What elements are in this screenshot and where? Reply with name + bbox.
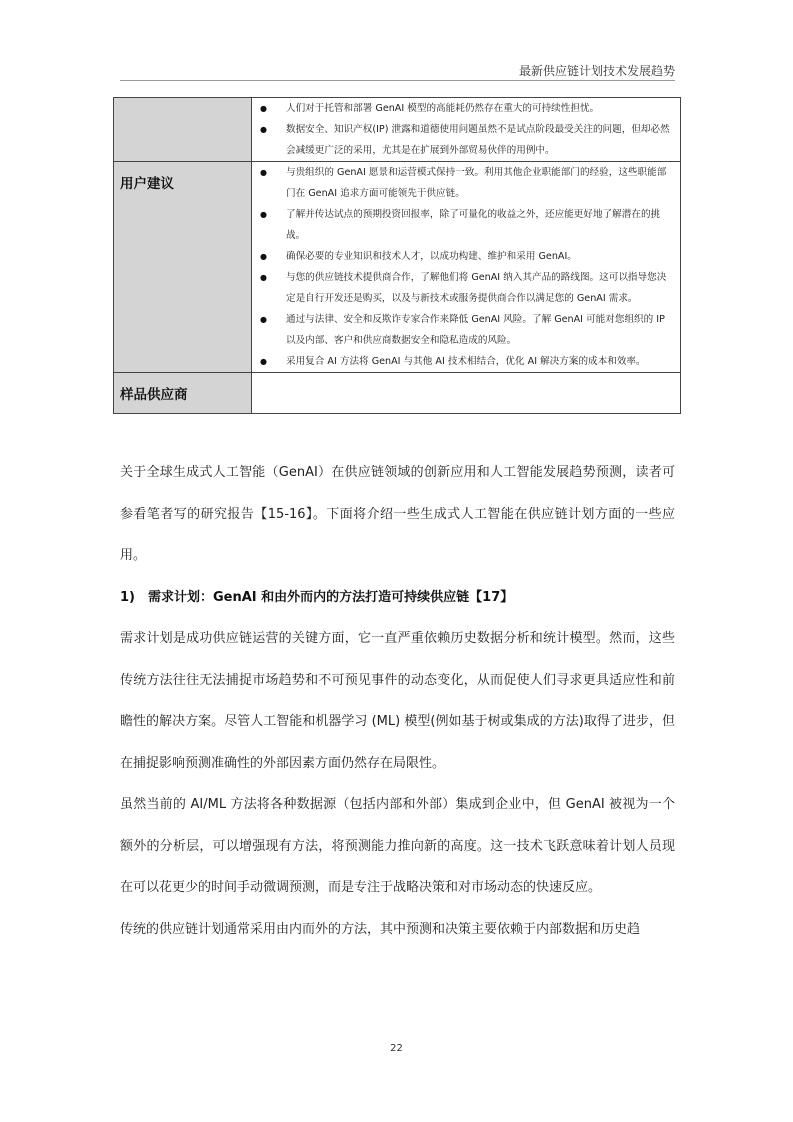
capability-table [113, 97, 681, 414]
section-heading: 1) 需求计划：GenAI 和由外而内的方法打造可持续供应链【17】 [120, 589, 514, 605]
user-advice-list [252, 162, 680, 372]
list-item: ● 通过与法律、安全和反欺诈专家合作来降低 GenAI 风险。了解 GenAI 可能对您组织的 IP 以及内部、客户和供应商数据安全和隐私造成的风险。 [252, 309, 680, 351]
table-row-user-advice [114, 162, 681, 373]
list-item: ● 与贵组织的 GenAI 愿景和运营模式保持一致。利用其他企业职能部门的经验，这些职能部门在 GenAI 追求方面可能领先于供应链。 [252, 162, 680, 204]
table-row-sample-vendors [114, 373, 681, 414]
paragraph-demand-planning: 需求计划是成功供应链运营的关键方面，它一直严重依赖历史数据分析和统计模型。然而，这些传统方法往往无法捕捉市场趋势和不可预见事件的动态变化，从而促使人们寻求更具适应性和前瞻性的解决方案。尽管人工智能和机器学习 (ML) 模型(例如基于树或集成的方法)取得了进步，但在捕捉影响预测准确性的外部因素方面仍然存在局限性。 [120, 631, 675, 771]
sample-vendors-label: 样品供应商 [114, 373, 252, 414]
paragraph-genai-layer: 虽然当前的 AI/ML 方法将各种数据源（包括内部和外部）集成到企业中，但 GenAI 被视为一个额外的分析层，可以增强现有方法，将预测能力推向新的高度。这一技术飞跃意味着计划人员现在可以花更少的时间手动微调预测，而是专注于战略决策和对市场动态的快速反应。 [120, 797, 675, 895]
list-item: ● 了解并传达试点的预期投资回报率，除了可量化的收益之外，还应能更好地了解潜在的挑战。 [252, 204, 680, 246]
risk-list [252, 98, 680, 161]
list-item: ● 人们对于托管和部署 GenAI 模型的高能耗仍然存在重大的可持续性担忧。 [252, 98, 680, 119]
user-advice-label: 用户建议 [114, 162, 252, 373]
list-item: ● 采用复合 AI 方法将 GenAI 与其他 AI 技术相结合，优化 AI 解决方案的成本和效率。 [252, 351, 680, 372]
list-item: ● 与您的供应链技术提供商合作，了解他们将 GenAI 纳入其产品的路线图。这可以指导您决定是自行开发还是购买，以及与新技术或服务提供商合作以满足您的 GenAI 需求。 [252, 267, 680, 309]
risks-content-cell [252, 98, 681, 162]
running-header: 最新供应链计划技术发展趋势 [518, 64, 675, 78]
table-row-risks [114, 98, 681, 162]
header-rule [120, 80, 675, 81]
page-number: 22 [390, 1043, 403, 1054]
body-text [120, 452, 675, 950]
user-advice-content-cell [252, 162, 681, 373]
sample-vendors-value [252, 373, 681, 414]
list-item: ● 数据安全、知识产权(IP) 泄露和道德使用问题虽然不是试点阶段最受关注的问题，但却必然会减缓更广泛的采用，尤其是在扩展到外部贸易伙伴的用例中。 [252, 119, 680, 161]
risks-label-cell [114, 98, 252, 162]
list-item: ● 确保必要的专业知识和技术人才，以成功构建、维护和采用 GenAI。 [252, 246, 680, 267]
paragraph-traditional: 传统的供应链计划通常采用由内而外的方法，其中预测和决策主要依赖于内部数据和历史趋 [120, 921, 641, 937]
intro-paragraph: 关于全球生成式人工智能（GenAI）在供应链领域的创新应用和人工智能发展趋势预测，读者可参看笔者写的研究报告【15-16】。下面将介绍一些生成式人工智能在供应链计划方面的一些应用。 [120, 465, 675, 563]
